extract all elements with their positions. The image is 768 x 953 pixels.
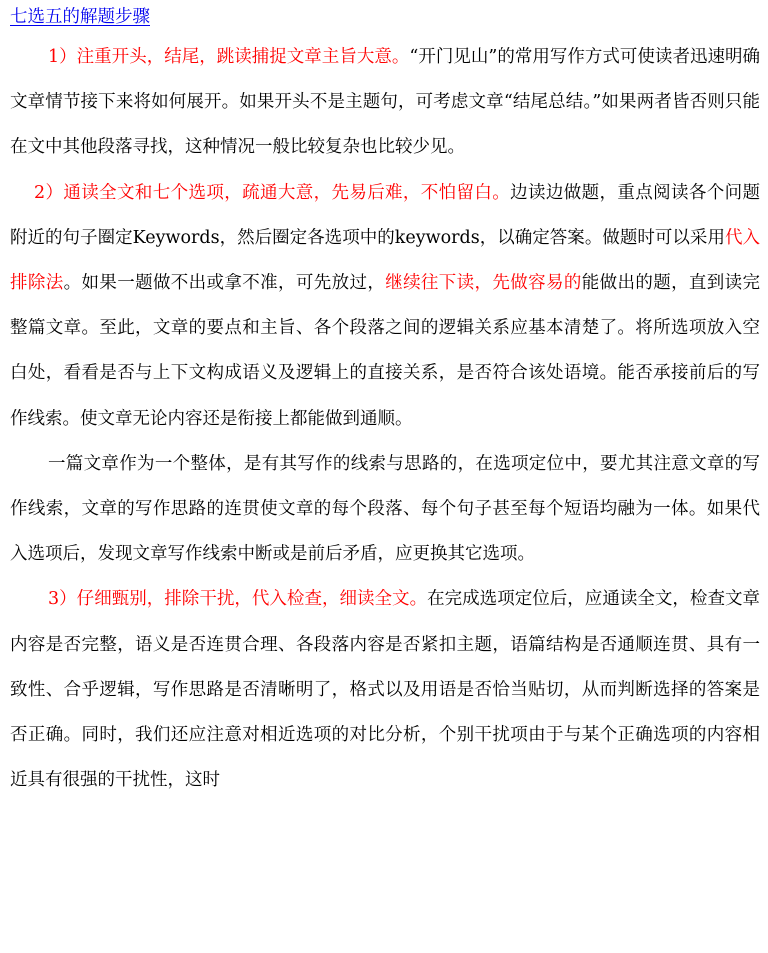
step-2-method-highlight: 代入排除法 <box>10 227 761 294</box>
step-2-body-part-1: 边读边做题，重点阅读各个问题附近的句子圈定Keywords，然后圈定各选项中的keywords，以确定答案。做题时可以采用 <box>10 182 761 248</box>
page-title-link[interactable]: 七选五的解题步骤 <box>10 7 150 27</box>
paragraph-step-3 <box>10 577 760 803</box>
step-1-heading: 1）注重开头，结尾，跳读捕捉文章主旨大意。 <box>48 47 410 67</box>
step-1-body: “开门见山”的常用写作方式可使读者迅速明确文章情节接下来将如何展开。如果开头不是主题句，可考虑文章“结尾总结。”如果两者皆否则只能在文中其他段落寻找，这种情况一般比较复杂也比较少见。 <box>10 47 760 158</box>
document-page <box>10 0 760 803</box>
paragraph-step-1 <box>10 35 760 171</box>
step-2-body-part-3: 能做出的题，直到读完整篇文章。至此，文章的要点和主旨、各个段落之间的逻辑关系应基本清楚了。将所选项放入空白处，看看是否与上下文构成语义及逻辑上的直接关系，是否符合该处语境。能否承接前后的写作线索。使文章无论内容还是衔接上都能做到通顺。 <box>10 273 761 429</box>
step-3-body: 在完成选项定位后，应通读全文，检查文章内容是否完整，语义是否连贯合理、各段落内容是否紧扣主题，语篇结构是否通顺连贯、具有一致性、合乎逻辑，写作思路是否清晰明了，格式以及用语是否恰当贴切，从而判断选择的答案是否正确。同时，我们还应注意对相近选项的对比分析，个别干扰项由于与某个正确选项的内容相近具有很强的干扰性，这时 <box>10 589 760 791</box>
writing-clue-body: 一篇文章作为一个整体，是有其写作的线索与思路的，在选项定位中，要尤其注意文章的写作线索，文章的写作思路的连贯使文章的每个段落、每个句子甚至每个短语均融为一体。如果代入选项后，发现文章写作线索中断或是前后矛盾，应更换其它选项。 <box>10 453 760 565</box>
step-2-body-part-2: 。如果一题做不出或拿不准，可先放过， <box>63 273 386 294</box>
step-3-heading: 3）仔细甄别，排除干扰，代入检查，细读全文。 <box>48 589 428 610</box>
step-2-emphasis-highlight: 继续往下读，先做容易的 <box>385 273 582 294</box>
paragraph-writing-clue <box>10 442 760 578</box>
paragraph-step-2 <box>10 171 760 442</box>
step-2-heading: 2）通读全文和七个选项，疏通大意，先易后难，不怕留白。 <box>34 182 511 203</box>
